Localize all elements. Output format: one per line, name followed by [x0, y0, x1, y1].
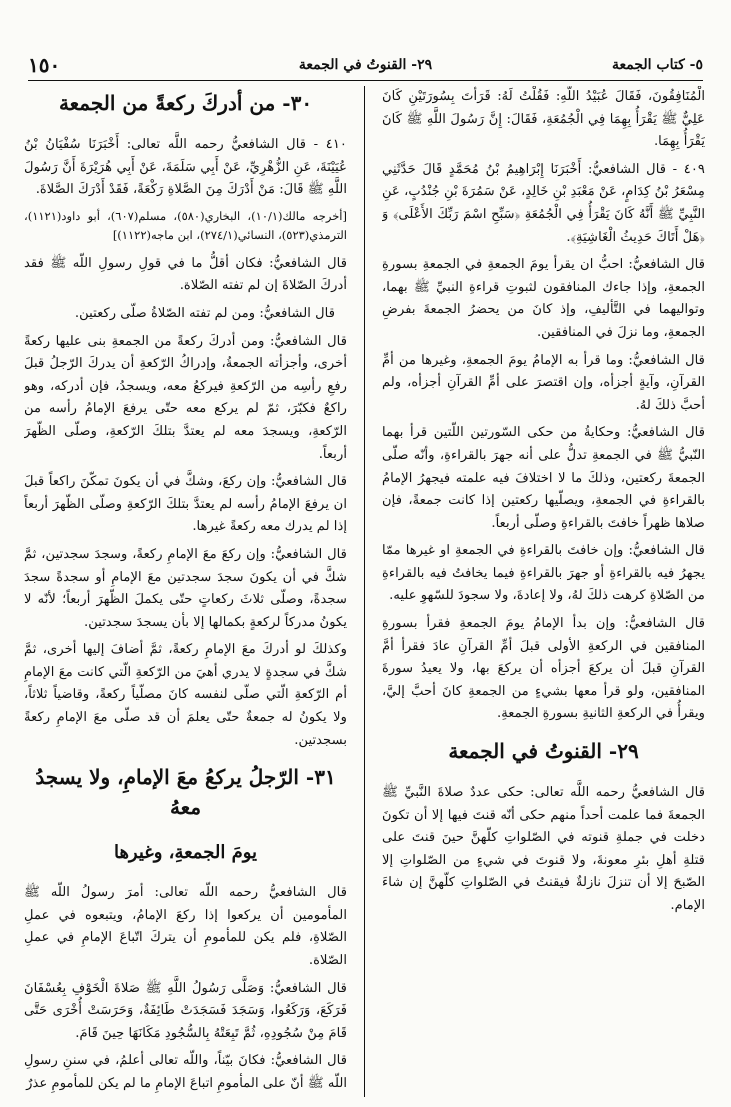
page-number: ١٥٠: [28, 53, 61, 77]
right-text-column: [382, 86, 705, 1097]
paragraph: قال الشافعيُّ: وإن بدأ الإمامُ يومَ الجمعةِ فقرأ بسورةِ المنافقين في الركعةِ الأولى قبلَ أمِّ القرآنِ عادَ فقرأ أمَّ القرآنِ قبلَ أن يركعَ أجزأه أن يركعَ بها، ولا يعيدُ سورةَ المنافقين، ولو قرأ معها بشيءٍ من الجمعةِ كانَ أحبَّ إليَّ، ويقرأُ في الركعةِ الثانيةِ بسورةِ الجمعةِ.: [382, 616, 705, 722]
paragraph: قال الشافعيُّ: وما قرأ به الإمامُ يومَ الجمعةِ، وغيرها من أمِّ القرآنِ، وآيةٍ أجزأه، وإن اقتصرَ على أمِّ القرآنِ أجزأه، ولم أحبَّ ذلكَ لهُ.: [382, 352, 705, 413]
left-text-column: [24, 86, 347, 1097]
takhrij-note: [أخرجه مالك(١٠/١)، البخاري(٥٨٠)، مسلم(٦٠٧)، أبو داود(١١٢١)، الترمذي(٥٢٣)، النسائي(٢٧٤/١)، ابن ماجه(١١٢٢)]: [24, 208, 347, 242]
paragraph: قال الشافعيُّ: ومن أدركَ ركعةً من الجمعةِ بنى عليها ركعةً أخرى، وأجزأته الجمعةُ، وإدراكُ الرّكعةِ أن يدركَ الرّجلُ قبلَ رفعِ رأسِه من الرّكعةِ فيركعُ معه، ويسجدُ، فإن أدركه، وهو راكعٌ فكبّرَ، ثمّ لم يركع معه حتّى يرفعَ الإمامُ رأسه من الرّكعةِ، ويسجدَ معه لم يعتدَّ بتلكَ الرّكعةِ، وصلّى الظّهرَ أربعاً.: [24, 333, 347, 462]
section-heading-30: ٣٠- من أدركَ ركعةً من الجمعة: [58, 91, 313, 115]
paragraph: قال الشافعيُّ رحمه اللّه تعالى: أمرَ رسولُ اللّه ﷺ المأمومين أن يركعوا إذا ركعَ الإمامُ، ويتبعوه في عملِ الصّلاةِ، فلم يكن للمأمومِ أن يتركَ اتّباعَ الإمامِ في عملِ الصّلاة.: [24, 885, 347, 969]
column-divider: [364, 86, 365, 1097]
paragraph: قال الشافعيُّ: ومن لم تفته الصّلاةُ صلّى ركعتين.: [74, 305, 335, 321]
hadith-409: ٤٠٩ - قال الشافعيُّ: أَخْبَرَنَا إِبْرَاهِيمُ بْنُ مُحَمَّدٍ قَالَ حَدَّثَنِي مِسْعَرُ بْنُ كِدَامٍ، عَنْ مَعْبَدِ بْنِ خَالِدٍ، عَنْ سَمُرَةَ بْنِ جُنْدُبٍ، عَنِ النَّبِيِّ ﷺ أَنَّهُ كَانَ يَقْرَأُ فِي الْجُمُعَةِ ﴿سَبِّحِ اسْمَ رَبِّكَ الأَعْلَى﴾ وَ ﴿هَلْ أَتَاكَ حَدِيثُ الْغَاشِيَةِ﴾.: [382, 161, 705, 245]
paragraph: الْمُنَافِقُونَ، فَقَالَ عُبَيْدُ اللَّهِ: فَقُلْتُ لَهُ: قَرَأْتَ بِسُورَتَيْنِ كَانَ عَلِيٌّ ﷺ يَقْرَأُ بِهِمَا فِي الْجُمُعَةِ، فَقَالَ: إِنَّ رَسُولَ اللَّهِ ﷺ كَانَ يَقْرَأُ بِهِمَا.: [382, 89, 705, 150]
paragraph: قال الشافعيُّ رحمه اللَّه تعالى: حكى عددٌ صلاةَ النَّبيِّ ﷺ الجمعةَ فما علمت أحداً منهم حكى أنّه قنتَ فيها إلا أن تكونَ دخلت في جملةِ قنوته في الصّلواتِ كلّهنَّ حينَ قنتَ على قتلةِ أهلِ بئرِ معونةَ، ولا قنوتَ في شيءٍ من الصّلواتِ إلا الصّبحَ إلا أن تنزلَ نازلةٌ فيقنتُ في الصّلواتِ كلّهنَّ إن شاءَ الإمام.: [382, 785, 705, 913]
paragraph: قال الشافعيُّ: وإن ركعَ، وشكَّ في أن يكونَ تمكّنَ راكعاً قبلَ ان يرفعَ الإمامُ رأسه لم يعتدَّ بتلكَ الرّكعةِ وصلّى الظّهرَ أربعاً إذا لم يدرك معه ركعةً غيرها.: [24, 474, 347, 535]
section-subheading-31: يومَ الجمعةِ، وغيرها: [113, 842, 258, 864]
paragraph: قال الشافعيُّ: وإن خافتَ بالقراءةِ في الجمعةِ او غيرها ممّا يجهرُ فيه بالقراءةِ أو جهرَ بالقراءةِ فيما يخافتُ فيه بالقراءةِ من الصّلاةِ كرهت ذلكَ لهُ، ولا إعادةَ، ولا سجودَ للسّهوِ عليه.: [382, 543, 705, 604]
paragraph: قال الشافعيُّ: وَصَلَّى رَسُولُ اللَّهِ ﷺ صَلاةَ الْخَوْفِ بِعُسْفَانَ فَرَكَعَ، وَرَكَعُوا، وَسَجَدَ فَسَجَدَتْ طَائِفَةٌ، وَحَرَسَتْ أُخْرَى حَتَّى قَامَ مِنْ سُجُودِهِ، ثُمَّ تَبِعَتْهُ بِالسُّجُودِ مَكَانَهَا حِينَ قَامَ.: [24, 980, 347, 1041]
paragraph: قال الشافعيُّ: وإن ركعَ معَ الإمامِ ركعةً، وسجدَ سجدتين، ثمَّ شكَّ في أن يكونَ سجدَ سجدتين معَ الإمامِ أو سجدةً سجدَ سجدةً، وصلّى ثلاثَ ركعاتٍ حتّى يكملَ الظّهرَ أربعاً؛ لأنّه لا يكونُ مدركاً لركعةٍ بكمالها إلا بأن يسجدَ سجدتين.: [24, 546, 347, 630]
running-header: [28, 50, 703, 81]
hadith-410: ٤١٠ - قال الشافعيُّ رحمه اللَّه تعالى: أَخْبَرَنَا سُفْيَانُ بْنُ عُيَيْنَةَ، عَنِ الزُّهْرِيِّ، عَنْ أَبِي سَلَمَةَ، عَنْ أَبِي هُرَيْرَةَ أَنَّ رَسُولَ اللَّهِ ﷺ قَالَ: مَنْ أَدْرَكَ مِنَ الصَّلاةِ رَكْعَةً، فَقَدْ أَدْرَكَ الصَّلاةَ.: [24, 137, 347, 198]
paragraph: قال الشافعيُّ: فكان أقلُّ ما في قولِ رسولِ اللّه ﷺ فقد أدركَ الصّلاةَ إن لم تفته الصّلاة.: [24, 255, 347, 294]
paragraph: قال الشافعيُّ: فكانَ بيّناً، واللّه تعالى أعلمُ، في سننِ رسولِ اللّه ﷺ أنّ على المأمومِ اتباعَ الإمامِ ما لم يكن للمأمومِ عذرٌ: [24, 1053, 347, 1091]
section-heading-29: ٢٩- القنوتُ في الجمعة: [448, 739, 639, 764]
paragraph: قال الشافعيُّ: وحكايةُ من حكى السّورتين اللّتين قرأ بهما النّبيُّ ﷺ في الجمعةِ تدلُّ على أنه جهرَ بالقراءةِ، وأنّه صلّى الجمعةَ ركعتين، وذلكَ ما لا اختلافَ فيه علمته فيجهرُ الإمامُ بالقراءةِ في الجمعةِ، ويصلّيها ركعتين إذا كانت جمعةً، فإن صلاها ظهراً خافتَ بالقراءةِ وصلّى أربعاً.: [382, 425, 705, 531]
section-heading-31: ٣١- الرّجلُ يركعُ معَ الإمامِ، ولا يسجدُ معهُ: [35, 765, 336, 820]
paragraph: وكذلكَ لو أدركَ معَ الإمامِ ركعةً، ثمَّ أضافَ إليها أخرى، ثمَّ شكَّ في سجدةٍ لا يدري أهيَ من الرّكعةِ الّتي كانت معَ الإمامِ أم الرّكعةِ الّتي صلّى لنفسه كانَ مصلّياً ركعةً، وقاضياً ثلاثاً، ولا يكونُ له جمعةٌ حتّى يعلمَ أن قد صلّى معَ الإمامِ ركعةً بسجدتين.: [24, 642, 347, 748]
running-section-title: ٢٩- القنوتُ في الجمعة: [298, 57, 433, 73]
chapter-title: ٥- كتاب الجمعة: [612, 57, 703, 73]
paragraph: قال الشافعيُّ: احبُّ ان يقرأ يومَ الجمعةِ في الجمعةِ بسورةِ الجمعةِ، وإذا جاءك المنافقون لثبوتِ قراءةِ النبيِّ ﷺ بهما، وتواليهما في التَّأليفِ، وإذ كانَ من يحضرُ الجمعةَ بفرضِ الجمعةِ، وما نزلَ في المنافقين.: [382, 257, 705, 340]
